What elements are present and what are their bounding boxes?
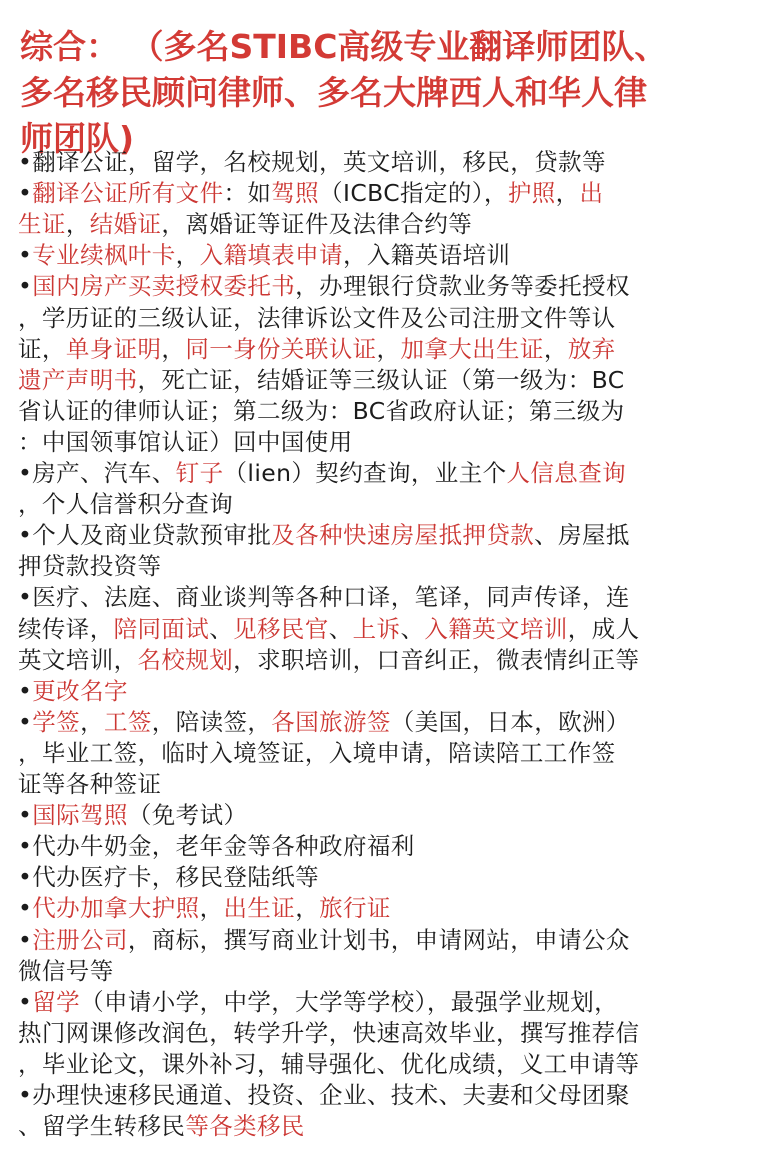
plain-text: 证， xyxy=(18,334,66,363)
plain-text: ，死亡证，结婚证等三级认证（第一级为：BC xyxy=(137,365,625,394)
highlighted-text: 更改名字 xyxy=(32,676,128,705)
service-list-line xyxy=(18,179,603,207)
highlighted-text: 遗产声明书 xyxy=(18,365,138,394)
plain-text: ，陪读签， xyxy=(151,707,272,736)
plain-text: •代办牛奶金，老年金等各种政府福利 xyxy=(18,832,415,861)
highlighted-text: 生证 xyxy=(18,210,66,239)
plain-text: ，成人 xyxy=(567,614,640,643)
plain-text: •翻译公证，留学，名校规划，英文培训，移民，贷款等 xyxy=(18,148,606,176)
highlighted-text: 上诉 xyxy=(352,614,401,643)
service-list-line xyxy=(18,552,161,580)
service-list-line xyxy=(18,304,616,332)
service-list-line xyxy=(18,335,616,363)
highlighted-text: 人信息查询 xyxy=(506,459,626,487)
highlighted-text: 工签 xyxy=(103,707,152,736)
highlighted-text: 代办加拿大护照 xyxy=(32,894,200,923)
highlighted-text: 护照 xyxy=(507,179,556,208)
highlighted-text: 驾照 xyxy=(271,179,320,208)
highlighted-text: 等各类移民 xyxy=(185,1112,305,1141)
plain-text: 英文培训， xyxy=(18,645,138,674)
service-list-line xyxy=(18,926,630,954)
service-list-line xyxy=(18,459,626,487)
heading-line: 师团队) xyxy=(20,119,135,158)
plain-text: • xyxy=(18,987,33,1016)
plain-text: ， xyxy=(376,334,401,363)
plain-text: • xyxy=(18,801,33,830)
service-list-line xyxy=(18,832,415,860)
highlighted-text: 出 xyxy=(579,179,604,208)
highlighted-text: 放弃 xyxy=(567,334,616,363)
highlighted-text: 注册公司 xyxy=(32,925,128,954)
plain-text: ，毕业论文，课外补习，辅导强化、优化成绩，义工申请等 xyxy=(18,1049,640,1078)
plain-text: ，入籍英语培训 xyxy=(342,241,511,270)
plain-text: ，办理银行贷款业务等委托授权 xyxy=(295,272,630,301)
highlighted-text: 名校规划 xyxy=(137,645,234,674)
service-list-line xyxy=(18,397,625,425)
highlighted-text: 各国旅游签 xyxy=(271,707,391,736)
plain-text: ，个人信誉积分查询 xyxy=(18,490,234,519)
service-list-line xyxy=(18,1112,305,1140)
highlighted-text: 国际驾照 xyxy=(32,801,128,830)
plain-text: 微信号等 xyxy=(18,956,114,985)
plain-text: （ICBC指定的）， xyxy=(319,179,508,208)
plain-text: 押贷款投资等 xyxy=(18,552,162,581)
plain-text: ，求职培训，口音纠正，微表情纠正等 xyxy=(233,645,640,674)
plain-text: 、房屋抵 xyxy=(534,521,630,550)
plain-text: •房产、汽车、 xyxy=(18,459,176,487)
plain-text: • xyxy=(18,894,33,923)
service-list-line xyxy=(18,801,247,829)
plain-text: ， xyxy=(555,179,580,208)
plain-text: ， xyxy=(199,894,224,923)
highlighted-text: 入籍英文培训 xyxy=(424,614,568,643)
highlighted-text: 同一身份关联认证 xyxy=(185,334,377,363)
service-list-line xyxy=(18,677,128,705)
highlighted-text: 学签 xyxy=(32,707,81,736)
service-list-line xyxy=(18,957,114,985)
service-list-line xyxy=(18,210,472,238)
plain-text: • xyxy=(18,925,33,954)
plain-text: ，学历证的三级认证，法律诉讼文件及公司注册文件等认 xyxy=(18,303,616,332)
service-list-line xyxy=(18,708,630,736)
plain-text: ， xyxy=(80,707,104,736)
plain-text: 、 xyxy=(209,614,234,643)
plain-text: • xyxy=(18,272,33,301)
heading-line: 综合： （多名STIBC高级专业翻译师团队、 xyxy=(20,27,668,66)
service-list-line xyxy=(18,1019,639,1047)
plain-text: 、 xyxy=(328,614,353,643)
plain-text: （申请小学，中学，大学等学校），最强学业规划， xyxy=(80,987,619,1016)
plain-text: ， xyxy=(295,894,320,923)
plain-text: 、留学生转移民 xyxy=(18,1112,186,1141)
plain-text: 证等各种签证 xyxy=(18,770,162,798)
service-list-line xyxy=(18,988,618,1016)
highlighted-text: 陪同面试 xyxy=(113,614,210,643)
service-list-line xyxy=(18,1050,639,1078)
plain-text: ， xyxy=(65,210,90,239)
highlighted-text: 专业续枫叶卡 xyxy=(32,241,176,270)
plain-text: •代办医疗卡，移民登陆纸等 xyxy=(18,863,320,892)
highlighted-text: 加拿大出生证 xyxy=(400,334,544,363)
service-list-line xyxy=(18,615,639,643)
highlighted-text: 出生证 xyxy=(223,894,296,923)
plain-text: ，商标，撰写商业计划书，申请网站，申请公众 xyxy=(127,925,630,954)
highlighted-text: 结婚证 xyxy=(89,210,162,239)
plain-text: ，离婚证等证件及法律合约等 xyxy=(161,210,473,239)
highlighted-text: 单身证明 xyxy=(65,334,162,363)
plain-text: 省认证的律师认证；第二级为：BC省政府认证；第三级为 xyxy=(18,396,625,425)
plain-text: ：中国领事馆认证）回中国使用 xyxy=(18,427,353,456)
service-list-line xyxy=(18,646,639,674)
plain-text: •个人及商业贷款预审批 xyxy=(18,521,272,550)
plain-text: ，毕业工签，临时入境签证，入境申请，陪读陪工工作签 xyxy=(18,738,616,767)
plain-text: • xyxy=(18,707,33,736)
plain-text: （lien）契约查询，业主个 xyxy=(223,459,507,487)
plain-text: ， xyxy=(175,241,200,270)
service-list-line xyxy=(18,366,625,394)
highlighted-text: 国内房产买卖授权委托书 xyxy=(32,272,296,301)
service-list-line xyxy=(18,894,391,922)
service-list-line xyxy=(18,583,630,611)
plain-text: ， xyxy=(543,334,568,363)
highlighted-text: 及各种快速房屋抵押贷款 xyxy=(271,521,535,550)
plain-text: 、 xyxy=(400,614,425,643)
plain-text: • xyxy=(18,241,33,270)
plain-text: （免考试） xyxy=(127,801,248,830)
plain-text: 续传译， xyxy=(18,614,114,643)
plain-text: •医疗、法庭、商业谈判等各种口译，笔译，同声传译，连 xyxy=(18,583,630,612)
service-list-line xyxy=(18,428,353,456)
service-list-line xyxy=(18,148,606,176)
plain-text: ：如 xyxy=(223,179,272,208)
service-list-line xyxy=(18,1081,630,1109)
highlighted-text: 翻译公证所有文件 xyxy=(32,179,224,208)
heading-line: 多名移民顾问律师、多名大牌西人和华人律 xyxy=(20,73,647,112)
plain-text: • xyxy=(18,179,33,208)
service-list-line xyxy=(18,272,630,300)
plain-text: •办理快速移民通道、投资、企业、技术、夫妻和父母团聚 xyxy=(18,1081,630,1109)
service-list-line xyxy=(18,863,319,891)
service-list-line xyxy=(18,739,616,767)
service-list-line xyxy=(18,521,630,549)
highlighted-text: 钉子 xyxy=(175,459,224,487)
highlighted-text: 入籍填表申请 xyxy=(199,241,343,270)
plain-text: （美国，日本，欧洲） xyxy=(390,707,630,736)
highlighted-text: 旅行证 xyxy=(319,894,391,923)
service-list-line xyxy=(18,490,233,518)
highlighted-text: 留学 xyxy=(32,987,81,1016)
plain-text: ， xyxy=(161,334,186,363)
highlighted-text: 见移民官 xyxy=(233,614,329,643)
plain-text: 热门网课修改润色，转学升学，快速高效毕业，撰写推荐信 xyxy=(18,1018,640,1047)
service-list-line xyxy=(18,770,161,798)
service-list-line xyxy=(18,241,510,269)
plain-text: • xyxy=(18,676,33,705)
